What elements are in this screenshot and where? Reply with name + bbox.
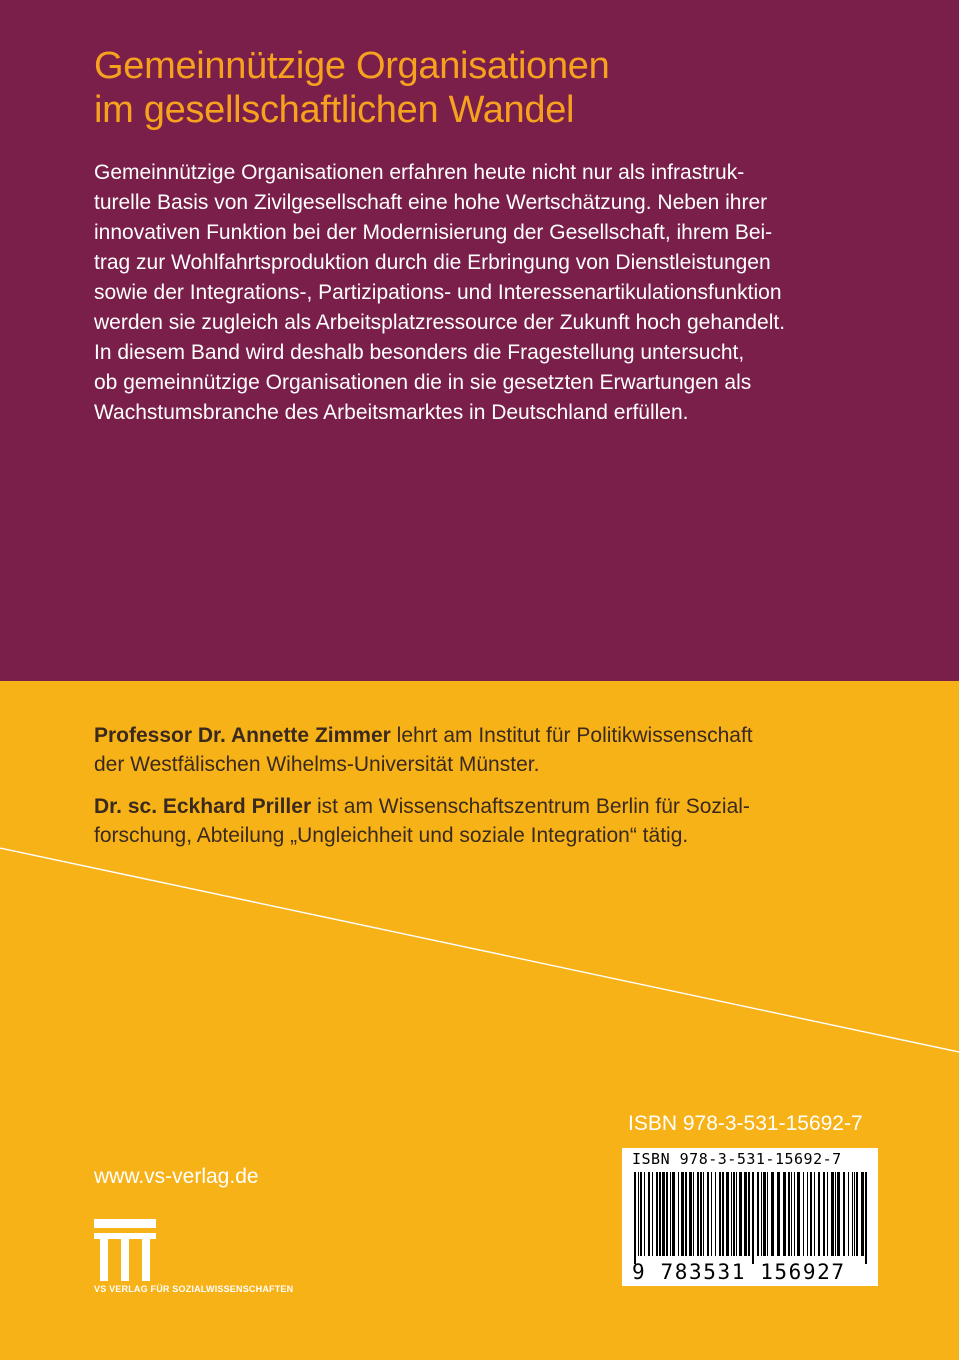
barcode-bar: [788, 1172, 790, 1256]
barcode-bar: [726, 1172, 729, 1256]
barcode-bar: [638, 1172, 639, 1256]
author-bio-2-line-2: forschung, Abteilung „Ungleichheit und soziale Integration“ tätig.: [94, 824, 689, 847]
author-bio-2-line-1: [94, 792, 914, 821]
barcode-bar: [763, 1172, 766, 1256]
barcode-bar: [652, 1172, 653, 1256]
barcode-bar: [685, 1172, 687, 1256]
barcode-bar: [640, 1172, 642, 1256]
barcode-bar: [771, 1172, 774, 1256]
barcode-bar: [707, 1172, 709, 1256]
author-name-1: Professor Dr. Annette Zimmer: [94, 724, 391, 747]
barcode-bar: [748, 1172, 750, 1256]
barcode-bar: [672, 1172, 675, 1256]
barcode-bar: [854, 1172, 855, 1256]
barcode-bar: [656, 1172, 658, 1256]
blurb-line: Gemeinnützige Organisationen erfahren heute nicht nur als infrastruk-: [94, 161, 745, 184]
barcode-bar: [865, 1172, 867, 1264]
blurb-line: innovativen Funktion bei der Modernisierung der Gesellschaft, ihrem Bei-: [94, 221, 773, 244]
publisher-name: VS VERLAG FÜR SOZIALWISSENSCHAFTEN: [94, 1284, 294, 1294]
barcode-bar: [794, 1172, 795, 1256]
barcode-bar: [736, 1172, 737, 1256]
barcode-bar: [752, 1172, 754, 1264]
barcode-isbn-text: ISBN 978-3-531-15692-7: [632, 1150, 842, 1168]
barcode-bar: [711, 1172, 712, 1256]
author-bio-1-line-2: der Westfälischen Wihelms-Universität Münster.: [94, 753, 540, 776]
barcode-bar: [861, 1172, 864, 1256]
barcode-bar: [697, 1172, 699, 1256]
barcode-bar: [797, 1172, 800, 1256]
barcode-bar: [823, 1172, 825, 1256]
barcode-bar: [818, 1172, 820, 1256]
barcode-bar: [644, 1172, 645, 1256]
barcode-bar: [767, 1172, 768, 1256]
barcode-bar: [783, 1172, 786, 1256]
barcode-bar: [757, 1172, 759, 1256]
book-title: [94, 44, 609, 132]
barcode-bar: [848, 1172, 849, 1256]
publisher-url[interactable]: www.vs-verlag.de: [94, 1165, 259, 1188]
barcode-bar: [731, 1172, 732, 1256]
blurb-line: werden sie zugleich als Arbeitsplatzressource der Zukunft hoch gehandelt.: [94, 311, 786, 334]
barcode-bar: [810, 1172, 812, 1256]
barcode-bar: [831, 1172, 834, 1256]
barcode-bar: [814, 1172, 815, 1256]
author-bio-1-text: lehrt am Institut für Politikwissenschaft: [390, 724, 753, 747]
author-bio-2-text: ist am Wissenschaftszentrum Berlin für Sozial-: [311, 795, 750, 818]
barcode-bar: [744, 1172, 747, 1256]
barcode-bar: [852, 1172, 853, 1256]
author-bio-1-line-1: [94, 721, 914, 750]
book-blurb: [94, 158, 894, 428]
author-bio-1: [94, 721, 914, 779]
title-line-2: im gesellschaftlichen Wandel: [94, 89, 575, 131]
isbn-label: ISBN 978-3-531-15692-7: [628, 1112, 863, 1135]
barcode-bar: [837, 1172, 840, 1256]
barcode-bar: [700, 1172, 702, 1256]
barcode-bar: [634, 1172, 636, 1264]
barcode-bar: [681, 1172, 684, 1256]
barcode-bar: [835, 1172, 836, 1256]
barcode-bar: [715, 1172, 716, 1256]
blurb-line: Wachstumsbranche des Arbeitsmarktes in Deutschland erfüllen.: [94, 401, 689, 424]
barcode-bar: [648, 1172, 650, 1256]
author-bio-2: [94, 792, 914, 850]
vs-verlag-logo-icon: [94, 1219, 156, 1281]
barcode-bar: [662, 1172, 665, 1256]
barcode-bar: [827, 1172, 828, 1256]
barcode-bar: [670, 1172, 671, 1256]
barcode-bar: [666, 1172, 668, 1256]
barcode: [622, 1148, 878, 1286]
blurb-line: In diesem Band wird deshalb besonders die Fragestellung untersucht,: [94, 341, 745, 364]
barcode-bar: [791, 1172, 792, 1256]
barcode-bar: [703, 1172, 704, 1256]
barcode-bar: [678, 1172, 679, 1256]
barcode-bar: [722, 1172, 724, 1256]
barcode-bar: [807, 1172, 808, 1256]
blurb-line: trag zur Wohlfahrtsproduktion durch die Erbringung von Dienstleistungen: [94, 251, 771, 274]
barcode-bar: [856, 1172, 858, 1256]
barcode-bar: [761, 1172, 762, 1256]
author-name-2: Dr. sc. Eckhard Priller: [94, 795, 312, 818]
barcode-bar: [733, 1172, 735, 1256]
barcode-bar: [719, 1172, 721, 1256]
barcode-bar: [777, 1172, 780, 1256]
barcode-bar: [803, 1172, 804, 1256]
barcode-digits: 9 783531 156927: [632, 1260, 846, 1284]
blurb-line: ob gemeinnützige Organisationen die in sie gesetzten Erwartungen als: [94, 371, 752, 394]
blurb-line: sowie der Integrations-, Partizipations- und Interessenartikulationsfunktion: [94, 281, 782, 304]
barcode-bar: [693, 1172, 694, 1256]
barcode-bar: [739, 1172, 742, 1256]
barcode-bar: [659, 1172, 661, 1256]
barcode-bar: [843, 1172, 845, 1256]
barcode-bar: [689, 1172, 692, 1256]
title-line-1: Gemeinnützige Organisationen: [94, 45, 610, 87]
blurb-line: turelle Basis von Zivilgesellschaft eine hohe Wertschätzung. Neben ihrer: [94, 191, 768, 214]
